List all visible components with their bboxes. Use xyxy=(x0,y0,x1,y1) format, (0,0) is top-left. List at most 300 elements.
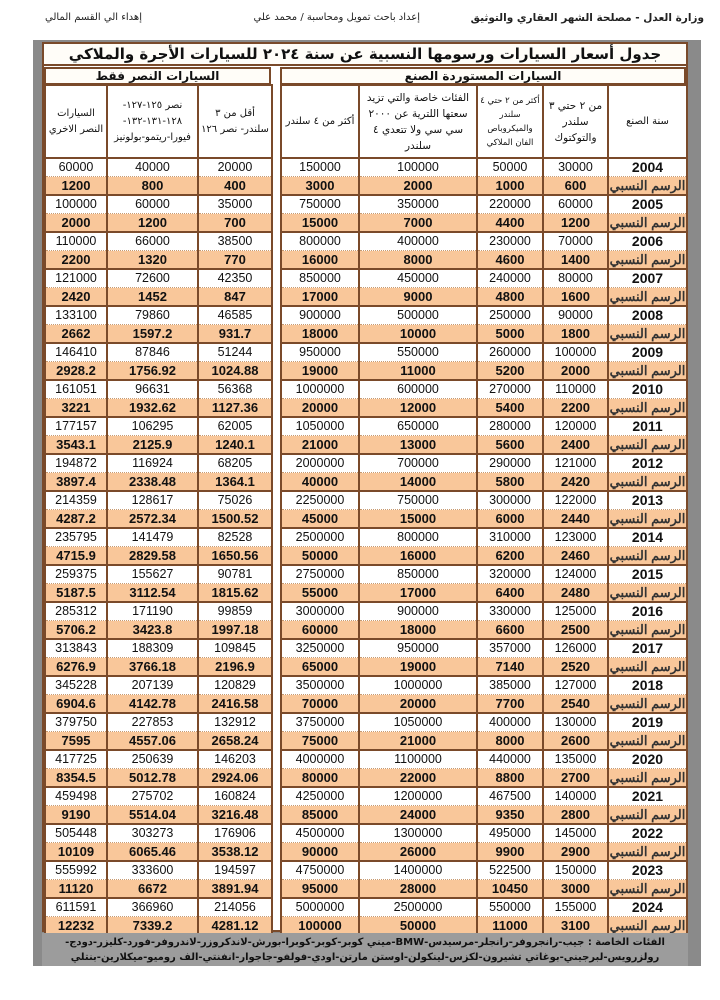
fee-cell: 1500.52 xyxy=(198,510,272,529)
fee-row xyxy=(45,251,272,270)
fee-row xyxy=(45,843,272,862)
price-row xyxy=(45,306,272,325)
fee-row xyxy=(281,214,687,233)
fee-cell: 18000 xyxy=(281,325,359,344)
price-row xyxy=(45,565,272,584)
fee-cell: 1997.18 xyxy=(198,621,272,640)
fee-cell: 28000 xyxy=(359,880,477,899)
fee-cell: 1000 xyxy=(477,177,543,196)
fee-row xyxy=(281,806,687,825)
fee-cell: 600 xyxy=(543,177,608,196)
fee-row xyxy=(45,695,272,714)
price-cell: 100000 xyxy=(45,195,107,214)
price-row xyxy=(45,861,272,880)
col-header-year: سنة الصنع xyxy=(608,85,687,158)
price-cell: 121000 xyxy=(45,269,107,288)
fee-cell: 1597.2 xyxy=(107,325,198,344)
price-cell: 379750 xyxy=(45,713,107,732)
fee-cell: 2420 xyxy=(45,288,107,307)
price-cell: 87846 xyxy=(107,343,198,362)
price-cell: 2500000 xyxy=(359,898,477,917)
fee-cell: 5600 xyxy=(477,436,543,455)
price-cell: 124000 xyxy=(543,565,608,584)
fee-cell: 6904.6 xyxy=(45,695,107,714)
fee-cell: 2460 xyxy=(543,547,608,566)
fee-cell: 2658.24 xyxy=(198,732,272,751)
fee-label-cell: الرسم النسبي xyxy=(609,807,686,822)
year-cell: 2009 xyxy=(608,343,687,362)
price-cell: 109845 xyxy=(198,639,272,658)
fee-row xyxy=(45,436,272,455)
price-row xyxy=(45,750,272,769)
price-row xyxy=(281,824,687,843)
price-row xyxy=(45,343,272,362)
price-row xyxy=(45,639,272,658)
price-cell: 35000 xyxy=(198,195,272,214)
col-header-2-3cyl: من ٢ حتي ٣ سلندر والتوكتوك xyxy=(543,85,608,158)
fee-cell: 2900 xyxy=(543,843,608,862)
col-header-special: الفئات خاصة والتي تزيد سعتها اللترية عن ٢٠٠٠ سي سي ولا تتعدي ٤ سلندر xyxy=(359,85,477,158)
price-cell: 555992 xyxy=(45,861,107,880)
fee-cell: 9000 xyxy=(359,288,477,307)
fee-cell: 21000 xyxy=(281,436,359,455)
year-cell: 2008 xyxy=(608,306,687,325)
price-cell: 750000 xyxy=(281,195,359,214)
price-cell: 750000 xyxy=(359,491,477,510)
fee-row xyxy=(281,288,687,307)
fee-label-cell: الرسم النسبي xyxy=(609,844,686,859)
price-cell: 850000 xyxy=(359,565,477,584)
fee-cell: 2400 xyxy=(543,436,608,455)
price-cell: 40000 xyxy=(107,158,198,177)
fee-cell: 1320 xyxy=(107,251,198,270)
fee-cell: 50000 xyxy=(359,917,477,936)
fee-label-cell: الرسم النسبي xyxy=(609,696,686,711)
price-cell: 900000 xyxy=(359,602,477,621)
price-cell: 467500 xyxy=(477,787,543,806)
price-row xyxy=(281,158,687,177)
fee-cell: 1024.88 xyxy=(198,362,272,381)
fee-cell: 20000 xyxy=(359,695,477,714)
fee-label-cell: الرسم النسبي xyxy=(609,215,686,230)
price-cell: 1400000 xyxy=(359,861,477,880)
price-cell: 4000000 xyxy=(281,750,359,769)
fee-label-cell: الرسم النسبي xyxy=(609,918,686,933)
fee-cell: 2200 xyxy=(45,251,107,270)
price-cell: 5000000 xyxy=(281,898,359,917)
price-row xyxy=(281,750,687,769)
fee-cell: 5706.2 xyxy=(45,621,107,640)
fee-cell: 8354.5 xyxy=(45,769,107,788)
fee-cell: 4715.9 xyxy=(45,547,107,566)
price-cell: 4750000 xyxy=(281,861,359,880)
nasr-table-body xyxy=(45,158,272,935)
price-cell: 1300000 xyxy=(359,824,477,843)
fee-cell: 3000 xyxy=(281,177,359,196)
price-cell: 133100 xyxy=(45,306,107,325)
year-cell: 2024 xyxy=(608,898,687,917)
fee-cell: 3423.8 xyxy=(107,621,198,640)
fee-cell: 6000 xyxy=(477,510,543,529)
year-cell: 2010 xyxy=(608,380,687,399)
fee-cell: 60000 xyxy=(281,621,359,640)
fee-row xyxy=(45,362,272,381)
price-cell: 1050000 xyxy=(359,713,477,732)
table-container xyxy=(42,42,688,932)
fee-cell: 2662 xyxy=(45,325,107,344)
fee-cell: 9900 xyxy=(477,843,543,862)
year-cell: 2017 xyxy=(608,639,687,658)
price-row xyxy=(281,454,687,473)
fee-label-cell: الرسم النسبي xyxy=(609,326,686,341)
fee-cell: 2520 xyxy=(543,658,608,677)
fee-cell: 8000 xyxy=(477,732,543,751)
price-row xyxy=(45,602,272,621)
price-cell: 123000 xyxy=(543,528,608,547)
fee-row xyxy=(281,732,687,751)
fee-row xyxy=(45,880,272,899)
fee-cell: 3543.1 xyxy=(45,436,107,455)
price-cell: 50000 xyxy=(477,158,543,177)
fee-row xyxy=(45,658,272,677)
dedication-label: إهداء الي القسم المالي xyxy=(45,12,142,23)
fee-row xyxy=(281,769,687,788)
price-cell: 313843 xyxy=(45,639,107,658)
price-cell: 116924 xyxy=(107,454,198,473)
fee-label-cell: الرسم النسبي xyxy=(609,622,686,637)
price-cell: 3500000 xyxy=(281,676,359,695)
price-cell: 62005 xyxy=(198,417,272,436)
fee-cell: 5400 xyxy=(477,399,543,418)
price-row xyxy=(45,380,272,399)
fee-cell: 80000 xyxy=(281,769,359,788)
fee-cell: 3100 xyxy=(543,917,608,936)
fee-cell: 26000 xyxy=(359,843,477,862)
price-cell: 122000 xyxy=(543,491,608,510)
price-cell: 4250000 xyxy=(281,787,359,806)
price-cell: 161051 xyxy=(45,380,107,399)
price-cell: 350000 xyxy=(359,195,477,214)
price-cell: 176906 xyxy=(198,824,272,843)
fee-cell: 7595 xyxy=(45,732,107,751)
table-frame xyxy=(33,40,701,966)
nasr-header-row xyxy=(45,85,272,158)
price-cell: 600000 xyxy=(359,380,477,399)
fee-cell: 6276.9 xyxy=(45,658,107,677)
fee-cell: 2500 xyxy=(543,621,608,640)
fee-row xyxy=(45,510,272,529)
fee-cell: 17000 xyxy=(359,584,477,603)
price-cell: 2000000 xyxy=(281,454,359,473)
price-cell: 56368 xyxy=(198,380,272,399)
fee-row xyxy=(45,584,272,603)
fee-cell: 6600 xyxy=(477,621,543,640)
fee-cell: 400 xyxy=(198,177,272,196)
price-cell: 155627 xyxy=(107,565,198,584)
fee-cell: 4287.2 xyxy=(45,510,107,529)
price-cell: 459498 xyxy=(45,787,107,806)
price-cell: 60000 xyxy=(45,158,107,177)
price-row xyxy=(45,195,272,214)
fee-label-cell: الرسم النسبي xyxy=(609,437,686,452)
fee-cell: 2420 xyxy=(543,473,608,492)
price-cell: 79860 xyxy=(107,306,198,325)
price-cell: 150000 xyxy=(543,861,608,880)
fee-cell: 1756.92 xyxy=(107,362,198,381)
price-cell: 38500 xyxy=(198,232,272,251)
price-cell: 135000 xyxy=(543,750,608,769)
fee-cell: 19000 xyxy=(359,658,477,677)
fee-row xyxy=(45,177,272,196)
price-row xyxy=(45,232,272,251)
price-row xyxy=(45,713,272,732)
fee-row xyxy=(281,251,687,270)
price-cell: 145000 xyxy=(543,824,608,843)
fee-cell: 1800 xyxy=(543,325,608,344)
fee-row xyxy=(45,214,272,233)
price-cell: 230000 xyxy=(477,232,543,251)
year-cell: 2021 xyxy=(608,787,687,806)
price-row xyxy=(45,417,272,436)
price-cell: 120829 xyxy=(198,676,272,695)
col-header-nasr-other: السيارات النصر الاخري xyxy=(45,85,107,158)
col-header-nasr-lt3: أقل من ٣ سلندر- نصر ١٢٦ xyxy=(198,85,272,158)
price-cell: 240000 xyxy=(477,269,543,288)
fee-cell: 4600 xyxy=(477,251,543,270)
price-row xyxy=(45,528,272,547)
fee-cell: 9350 xyxy=(477,806,543,825)
fee-label-cell: الرسم النسبي xyxy=(609,548,686,563)
price-cell: 80000 xyxy=(543,269,608,288)
price-cell: 51244 xyxy=(198,343,272,362)
price-cell: 2750000 xyxy=(281,565,359,584)
col-header-nasr-models: نصر ١٢٥-١٢٧- ١٢٨-١٣١-١٣٢- فيورا-ريتمو-بولونيز xyxy=(107,85,198,158)
price-row xyxy=(281,491,687,510)
price-cell: 177157 xyxy=(45,417,107,436)
price-cell: 100000 xyxy=(543,343,608,362)
fee-cell: 2700 xyxy=(543,769,608,788)
fee-cell: 2000 xyxy=(359,177,477,196)
price-cell: 72600 xyxy=(107,269,198,288)
price-cell: 96631 xyxy=(107,380,198,399)
fee-cell: 3766.18 xyxy=(107,658,198,677)
fee-cell: 1127.36 xyxy=(198,399,272,418)
fee-row xyxy=(281,547,687,566)
fee-row xyxy=(281,362,687,381)
price-cell: 82528 xyxy=(198,528,272,547)
price-cell: 128617 xyxy=(107,491,198,510)
price-row xyxy=(45,269,272,288)
special-categories-note xyxy=(42,933,688,966)
fee-cell: 13000 xyxy=(359,436,477,455)
price-cell: 110000 xyxy=(543,380,608,399)
price-row xyxy=(281,232,687,251)
fee-row xyxy=(281,695,687,714)
fee-label-cell: الرسم النسبي xyxy=(609,363,686,378)
price-cell: 950000 xyxy=(359,639,477,658)
price-cell: 140000 xyxy=(543,787,608,806)
price-cell: 90000 xyxy=(543,306,608,325)
price-row xyxy=(281,565,687,584)
fee-cell: 8800 xyxy=(477,769,543,788)
price-row xyxy=(45,676,272,695)
price-cell: 146203 xyxy=(198,750,272,769)
fee-cell: 3000 xyxy=(543,880,608,899)
price-cell: 171190 xyxy=(107,602,198,621)
price-cell: 950000 xyxy=(281,343,359,362)
year-cell: 2012 xyxy=(608,454,687,473)
fee-cell: 2416.58 xyxy=(198,695,272,714)
fee-cell: 7140 xyxy=(477,658,543,677)
price-cell: 450000 xyxy=(359,269,477,288)
price-cell: 75026 xyxy=(198,491,272,510)
price-cell: 46585 xyxy=(198,306,272,325)
fee-cell: 1200 xyxy=(107,214,198,233)
price-cell: 495000 xyxy=(477,824,543,843)
fee-cell: 5000 xyxy=(477,325,543,344)
fee-row xyxy=(45,806,272,825)
fee-row xyxy=(281,843,687,862)
price-cell: 700000 xyxy=(359,454,477,473)
price-cell: 650000 xyxy=(359,417,477,436)
price-cell: 275702 xyxy=(107,787,198,806)
fee-cell: 11120 xyxy=(45,880,107,899)
fee-cell: 4800 xyxy=(477,288,543,307)
fee-row xyxy=(45,325,272,344)
fee-cell: 12232 xyxy=(45,917,107,936)
price-row xyxy=(281,343,687,362)
price-row xyxy=(281,639,687,658)
fee-cell: 1200 xyxy=(45,177,107,196)
fee-label-cell: الرسم النسبي xyxy=(609,881,686,896)
fee-cell: 700 xyxy=(198,214,272,233)
fee-cell: 847 xyxy=(198,288,272,307)
price-cell: 194872 xyxy=(45,454,107,473)
fee-cell: 1650.56 xyxy=(198,547,272,566)
price-cell: 194597 xyxy=(198,861,272,880)
price-cell: 357000 xyxy=(477,639,543,658)
fee-cell: 7000 xyxy=(359,214,477,233)
fee-cell: 1452 xyxy=(107,288,198,307)
fee-cell: 19000 xyxy=(281,362,359,381)
fee-cell: 4557.06 xyxy=(107,732,198,751)
fee-label-cell: الرسم النسبي xyxy=(609,252,686,267)
nasr-cars-table xyxy=(44,84,273,936)
price-cell: 99859 xyxy=(198,602,272,621)
price-cell: 300000 xyxy=(477,491,543,510)
fee-cell: 6200 xyxy=(477,547,543,566)
price-cell: 214056 xyxy=(198,898,272,917)
price-cell: 235795 xyxy=(45,528,107,547)
year-cell: 2007 xyxy=(608,269,687,288)
price-row xyxy=(281,676,687,695)
price-cell: 3000000 xyxy=(281,602,359,621)
fee-cell: 2928.2 xyxy=(45,362,107,381)
price-cell: 146410 xyxy=(45,343,107,362)
fee-cell: 7339.2 xyxy=(107,917,198,936)
year-cell: 2019 xyxy=(608,713,687,732)
price-cell: 220000 xyxy=(477,195,543,214)
price-cell: 320000 xyxy=(477,565,543,584)
price-cell: 160824 xyxy=(198,787,272,806)
fee-cell: 3221 xyxy=(45,399,107,418)
imported-table-body xyxy=(281,158,687,935)
fee-cell: 1364.1 xyxy=(198,473,272,492)
fee-row xyxy=(45,621,272,640)
imported-cars-table xyxy=(280,84,688,936)
year-cell: 2022 xyxy=(608,824,687,843)
price-cell: 60000 xyxy=(543,195,608,214)
page-title: جدول أسعار السيارات ورسومها النسبية عن سنة ٢٠٢٤ للسيارات الأجرة والملاكي xyxy=(44,44,686,66)
fee-cell: 10000 xyxy=(359,325,477,344)
price-cell: 385000 xyxy=(477,676,543,695)
price-row xyxy=(45,898,272,917)
fee-cell: 1600 xyxy=(543,288,608,307)
fee-cell: 8000 xyxy=(359,251,477,270)
fee-cell: 6065.46 xyxy=(107,843,198,862)
price-cell: 285312 xyxy=(45,602,107,621)
fee-cell: 3112.54 xyxy=(107,584,198,603)
price-cell: 106295 xyxy=(107,417,198,436)
fee-cell: 2829.58 xyxy=(107,547,198,566)
prepared-by-label: إعداد باحث تمويل ومحاسبة / محمد علي xyxy=(253,12,420,23)
fee-label-cell: الرسم النسبي xyxy=(609,178,686,193)
fee-cell: 6400 xyxy=(477,584,543,603)
fee-cell: 6672 xyxy=(107,880,198,899)
fee-label-cell: الرسم النسبي xyxy=(609,659,686,674)
fee-row xyxy=(45,547,272,566)
fee-cell: 3216.48 xyxy=(198,806,272,825)
fee-cell: 4142.78 xyxy=(107,695,198,714)
price-row xyxy=(281,787,687,806)
fee-cell: 2440 xyxy=(543,510,608,529)
fee-cell: 17000 xyxy=(281,288,359,307)
fee-cell: 22000 xyxy=(359,769,477,788)
fee-cell: 4281.12 xyxy=(198,917,272,936)
price-cell: 60000 xyxy=(107,195,198,214)
fee-cell: 770 xyxy=(198,251,272,270)
fee-cell: 2800 xyxy=(543,806,608,825)
fee-cell: 3897.4 xyxy=(45,473,107,492)
col-header-gt4cyl: أكثر من ٤ سلندر xyxy=(281,85,359,158)
year-cell: 2018 xyxy=(608,676,687,695)
price-cell: 1200000 xyxy=(359,787,477,806)
price-row xyxy=(45,787,272,806)
year-cell: 2005 xyxy=(608,195,687,214)
fee-cell: 45000 xyxy=(281,510,359,529)
price-cell: 126000 xyxy=(543,639,608,658)
fee-cell: 50000 xyxy=(281,547,359,566)
fee-cell: 14000 xyxy=(359,473,477,492)
fee-row xyxy=(281,399,687,418)
price-cell: 850000 xyxy=(281,269,359,288)
price-row xyxy=(281,861,687,880)
year-cell: 2023 xyxy=(608,861,687,880)
price-cell: 110000 xyxy=(45,232,107,251)
price-cell: 150000 xyxy=(281,158,359,177)
fee-cell: 5187.5 xyxy=(45,584,107,603)
price-cell: 70000 xyxy=(543,232,608,251)
imported-header-row xyxy=(281,85,687,158)
fee-cell: 4400 xyxy=(477,214,543,233)
price-cell: 417725 xyxy=(45,750,107,769)
fee-cell: 800 xyxy=(107,177,198,196)
fee-cell: 1400 xyxy=(543,251,608,270)
fee-cell: 95000 xyxy=(281,880,359,899)
section-header-imported: السيارات المستوردة الصنع xyxy=(280,67,686,85)
price-cell: 30000 xyxy=(543,158,608,177)
price-cell: 127000 xyxy=(543,676,608,695)
